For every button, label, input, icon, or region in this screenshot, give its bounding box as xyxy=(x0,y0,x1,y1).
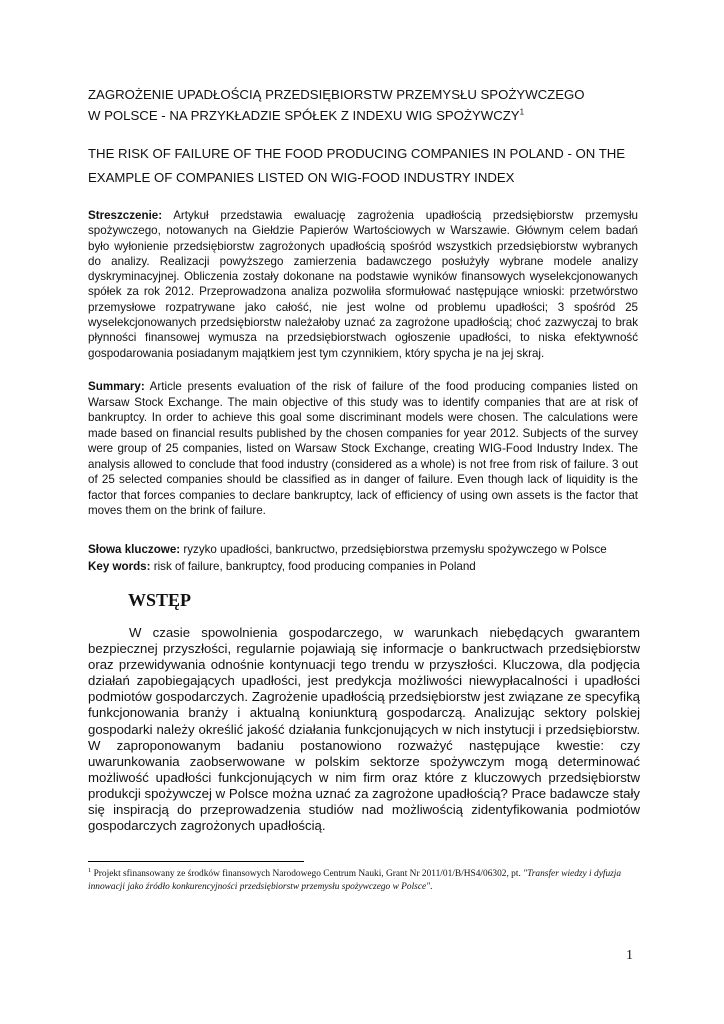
footnote xyxy=(88,868,640,894)
keywords-block xyxy=(88,542,648,575)
title-polish-line-1: ZAGROŻENIE UPADŁOŚCIĄ PRZEDSIĘBIORSTW PRZEMYSŁU SPOŻYWCZEGO xyxy=(88,87,585,102)
abstract-english-text: Article presents evaluation of the risk of failure of the food producing companies listed on Warsaw Stock Exchange. The main objective of this study was to identify companies that are at risk of bankruptcy. In order to achieve this goal some discriminant models were chosen. The calculations were made based on financial results published by the chosen companies for year 2012. Subjects of the survey were group of 25 companies, listed on Warsaw Stock Exchange, creating WIG-Food Industry Index. The analysis allowed to conclude that food industry (considered as a whole) is not free from risk of failure. 3 out of 25 selected companies should be classified as in danger of failure. Even though lack of liquidity is the factor that forces companies to declare bankruptcy, lack of efficiency of using own assets is the factor that moves them on the brink of failure. xyxy=(88,380,638,517)
footnote-project-title: "Transfer wiedzy i dyfuzja innowacji jako źródło konkurencyjności przedsiębiorstw przemysłu spożywczego w Polsce" xyxy=(88,869,622,892)
title-polish xyxy=(88,84,648,126)
keywords-polish xyxy=(88,542,648,559)
title-english-line-2: EXAMPLE OF COMPANIES LISTED ON WIG-FOOD INDUSTRY INDEX xyxy=(88,170,515,185)
page-number: 1 xyxy=(626,948,633,963)
footnote-end: . xyxy=(430,882,433,892)
title-english xyxy=(88,142,648,190)
section-heading: WSTĘP xyxy=(128,590,192,610)
footnote-divider xyxy=(88,861,304,862)
keywords-polish-label: Słowa kluczowe: xyxy=(88,543,181,556)
abstract-english-label: Summary: xyxy=(88,380,145,393)
intro-paragraph: W czasie spowolnienia gospodarczego, w warunkach niebędących gwarantem bezpiecznej przyszłości, regularnie pojawiają się informacje o bankructwach przedsiębiorstw oraz przewidywania odnośnie kontynuacji tego trendu w przyszłości. Kluczowa, dla podjęcia działań zapobiegających upadłości, jest predykcja możliwości niewypłacalności i upadłości podmiotów gospodarczych. Zagrożenie upadłością przedsiębiorstw jest związane ze specyfiką funkcjonowania branży i aktualną koniunkturą gospodarczą. Analizując sektory polskiej gospodarki należy określić jakość działania funkcjonujących w nich instytucji i przedsiębiorstw. W zaproponowanym badaniu postanowiono rozważyć następujące kwestie: czy uwarunkowania zaobserwowane w polskim sektorze spożywczym mogą determinować możliwość upadłości funkcjonujących w nim firm oraz które z kluczowych przedsiębiorstw produkcji spożywczej w Polsce można uznać za zagrożone upadłością? Prace badawcze stały się inspiracją do przeprowadzenia studiów nad możliwością zidentyfikowania podmiotów gospodarczych zagrożonych upadłością. xyxy=(88,625,640,834)
title-polish-line-2 xyxy=(88,105,648,126)
footnote-marker: 1 xyxy=(88,866,92,874)
keywords-english xyxy=(88,559,648,576)
keywords-english-label: Key words: xyxy=(88,559,151,573)
title-english-line-1: THE RISK OF FAILURE OF THE FOOD PRODUCING COMPANIES IN POLAND - ON THE xyxy=(88,146,626,161)
footnote-text: Projekt sfinansowany ze środków finansowych Narodowego Centrum Nauki, Grant Nr 2011/01/B/HS4/06302, pt. xyxy=(91,869,524,879)
keywords-polish-text: ryzyko upadłości, bankructwo, przedsiębiorstwa przemysłu spożywczego w Polsce xyxy=(183,543,607,556)
keywords-english-text: risk of failure, bankruptcy, food producing companies in Poland xyxy=(153,559,476,573)
title-footnote-marker[interactable]: 1 xyxy=(519,107,525,117)
abstract-english xyxy=(88,379,638,519)
abstract-polish-label: Streszczenie: xyxy=(88,209,163,222)
abstract-polish-text: Artykuł przedstawia ewaluację zagrożenia upadłością przedsiębiorstw przemysłu spożywczego, notowanych na Giełdzie Papierów Wartościowych w Warszawie. Głównym celem badań było wyłonienie przedsiębiorstw zagrożonych upadłością spośród wszystkich przedsiębiorstw wybranych do analizy. Realizacji powyższego zamierzenia badawczego posłużyły wybrane modele analizy dyskryminacyjnej. Obliczenia zostały dokonane na podstawie wyników finansowych wyselekcjonowanych spółek za rok 2012. Przeprowadzona analiza pozwoliła sformułować następujące wnioski: przetwórstwo przemysłowe rozpatrywane jako całość, nie jest wolne od problemu upadłości; 3 spośród 25 wyselekcjonowanych przedsiębiorstw należałoby uznać za zagrożone upadłością; choć zazwyczaj to brak płynności finansowej wymusza na przedsiębiorstwach ogłoszenie upadłości, to niska efektywność gospodarowania posiadanym majątkiem jest tym czynnikiem, który spycha je na jej skraj. xyxy=(88,209,638,360)
title-polish-line-2-text: W POLSCE - NA PRZYKŁADZIE SPÓŁEK Z INDEXU WIG SPOŻYWCZY xyxy=(88,108,520,123)
abstract-polish xyxy=(88,208,638,361)
